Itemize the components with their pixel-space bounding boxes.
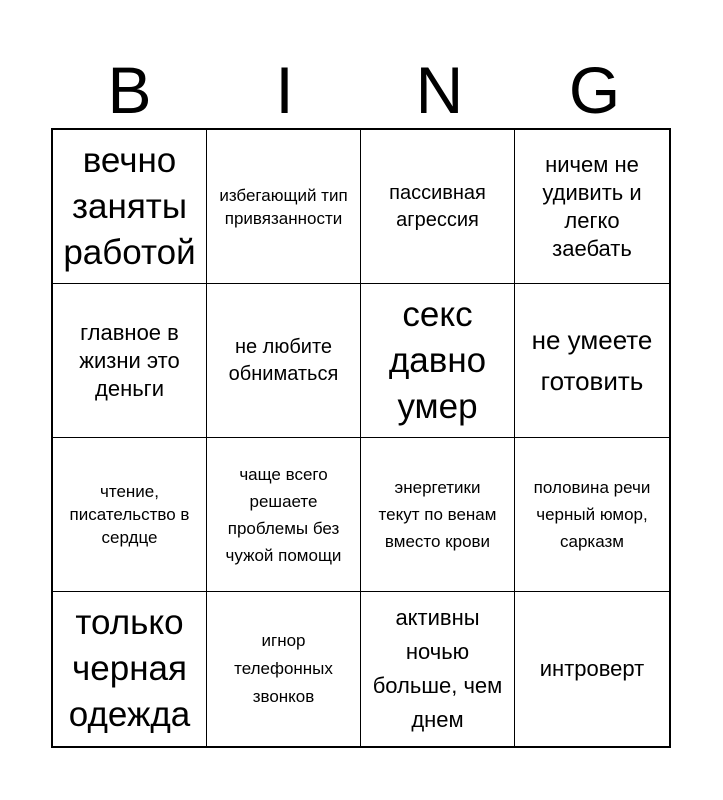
bingo-cell-r4c4[interactable] — [515, 592, 669, 746]
cell-text: активны ночью больше, чем днем — [372, 605, 503, 732]
header-letter-b: B — [107, 53, 152, 127]
header-letter-n: N — [415, 53, 464, 127]
bingo-cell-r2c4[interactable] — [515, 284, 669, 438]
bingo-cell-r1c4[interactable] — [515, 130, 669, 284]
header-letter-g: G — [568, 53, 621, 127]
bingo-cell-r3c1[interactable] — [53, 438, 207, 592]
cell-text: половина речи черный юмор, сарказм — [533, 478, 651, 551]
cell-text: интроверт — [539, 656, 645, 681]
bingo-cell-r2c2[interactable] — [207, 284, 361, 438]
bingo-cell-r4c1[interactable] — [53, 592, 207, 746]
cell-text: чаще всего решаете проблемы без чужой помощи — [225, 464, 342, 565]
bingo-cell-r3c2[interactable] — [207, 438, 361, 592]
cell-text: игнор телефонных звонков — [234, 631, 333, 706]
cell-text: секс давно умер — [388, 294, 487, 426]
bingo-cell-r2c1[interactable] — [53, 284, 207, 438]
cell-text: главное в жизни это деньги — [79, 319, 180, 401]
cell-text: только черная одежда — [68, 603, 191, 734]
header-letter-i: I — [275, 53, 294, 127]
cell-text: вечно заняты работой — [63, 140, 196, 272]
bingo-cell-r2c3[interactable] — [361, 284, 515, 438]
bingo-cell-r3c4[interactable] — [515, 438, 669, 592]
cell-text: избегающий тип привязанности — [219, 185, 348, 228]
cell-text: энергетики текут по венам вместо крови — [378, 478, 497, 551]
bingo-cell-r1c1[interactable] — [53, 130, 207, 284]
cell-text: ничем не удивить и легко заебать — [542, 151, 642, 261]
bingo-cell-r3c3[interactable] — [361, 438, 515, 592]
bingo-cell-r4c2[interactable] — [207, 592, 361, 746]
bingo-cell-r1c2[interactable] — [207, 130, 361, 284]
cell-text: чтение, писательство в сердце — [69, 482, 190, 547]
bingo-cell-r4c3[interactable] — [361, 592, 515, 746]
bingo-header — [52, 52, 672, 128]
bingo-grid — [51, 128, 671, 748]
cell-text: не любите обниматься — [228, 335, 339, 385]
bingo-cell-r1c3[interactable] — [361, 130, 515, 284]
cell-text: пассивная агрессия — [389, 181, 486, 231]
cell-text: не умеете готовить — [531, 324, 653, 396]
